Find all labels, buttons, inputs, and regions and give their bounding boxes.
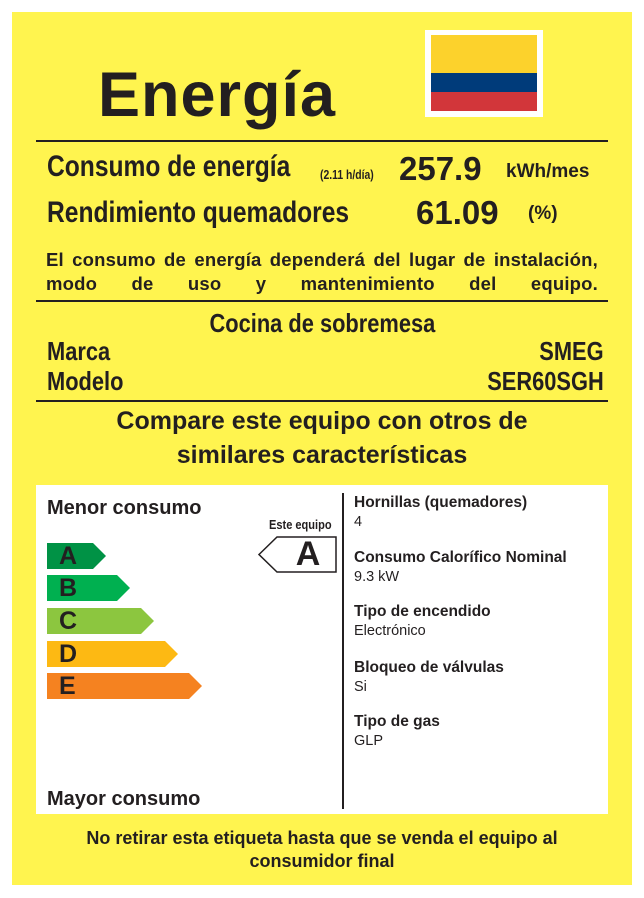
this-appliance-class-arrow	[258, 536, 337, 573]
label-title: Energía	[98, 60, 337, 130]
spec-ignition-value: Electrónico	[354, 623, 426, 639]
compare-line-2: similares características	[176, 441, 468, 469]
flag-stripe-blue	[431, 73, 537, 92]
efficiency-label: Rendimiento quemadores	[47, 196, 350, 229]
model-label: Modelo	[47, 366, 124, 396]
flag-stripe-yellow	[431, 35, 537, 73]
footer-line-2: consumidor final	[249, 851, 395, 871]
efficiency-unit: (%)	[528, 203, 558, 224]
consumption-label: Consumo de energía	[47, 150, 291, 183]
spec-heat-input-value: 9.3 kW	[354, 569, 400, 585]
spec-valve-lock-value: Si	[354, 679, 367, 695]
footer-line-1: No retirar esta etiqueta hasta que se venda el equipo al	[86, 828, 558, 848]
spec-burners-label: Hornillas (quemadores)	[354, 494, 528, 511]
model-value: SER60SGH	[487, 366, 604, 396]
divider	[36, 140, 608, 142]
energy-class-bar-c: C	[47, 608, 154, 634]
spec-gas-type-value: GLP	[354, 733, 384, 749]
brand-value: SMEG	[539, 336, 604, 366]
energy-class-bar-e: E	[47, 673, 202, 699]
spec-gas-type-label: Tipo de gas	[354, 713, 440, 730]
consumption-usage-note: (2.11 h/día)	[320, 167, 374, 182]
this-appliance-label: Este equipo	[269, 517, 332, 532]
energy-label	[12, 12, 632, 885]
energy-class-bar-d: D	[47, 641, 178, 667]
spec-heat-input-label: Consumo Calorífico Nominal	[354, 549, 567, 566]
consumption-unit: kWh/mes	[506, 161, 590, 182]
colombia-flag-icon	[425, 30, 543, 117]
flag-stripe-red	[431, 92, 537, 111]
product-type: Cocina de sobremesa	[209, 308, 435, 338]
energy-class-bar-b: B	[47, 575, 130, 601]
this-appliance-class: A	[295, 535, 321, 573]
spec-valve-lock-label: Bloqueo de válvulas	[354, 659, 504, 676]
consumption-value: 257.9	[399, 150, 482, 187]
scale-top-label: Menor consumo	[47, 497, 202, 519]
disclaimer-text: El consumo de energía dependerá del lugar de instalación, modo de uso y mantenimiento del equipo.	[46, 249, 598, 294]
efficiency-value: 61.09	[416, 194, 499, 231]
panel-divider	[342, 493, 344, 809]
spec-burners-value: 4	[354, 514, 363, 530]
spec-ignition-label: Tipo de encendido	[354, 603, 491, 620]
divider	[36, 400, 608, 402]
energy-class-bar-a: A	[47, 543, 106, 569]
rating-panel	[36, 485, 608, 814]
divider	[36, 300, 608, 302]
scale-bottom-label: Mayor consumo	[47, 788, 201, 810]
brand-label: Marca	[47, 336, 111, 366]
compare-line-1: Compare este equipo con otros de	[116, 407, 528, 435]
